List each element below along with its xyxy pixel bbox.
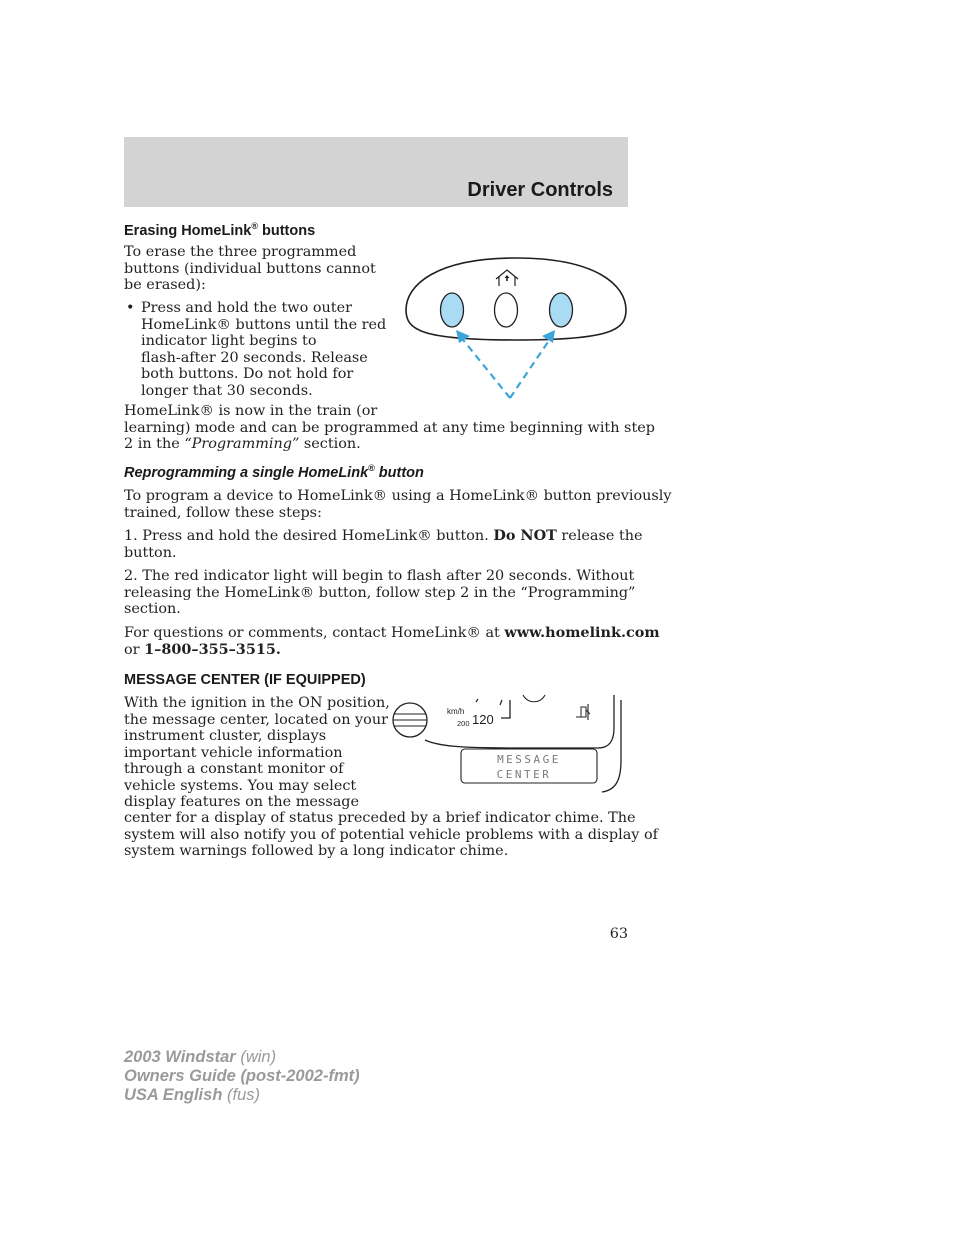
- reprogram-p1-line: To program a device to HomeLink® using a HomeLink® button previously: [124, 488, 672, 504]
- homelink-buttons-illustration: [396, 250, 636, 410]
- reprogram-p3-line: 2. The red indicator light will begin to flash after 20 seconds. Without: [124, 568, 635, 584]
- reprogram-heading-reg: ®: [368, 463, 375, 473]
- reprogram-p4-line2: [124, 642, 660, 659]
- erase-after-line3: [124, 436, 655, 453]
- homelink-button-right: [550, 293, 573, 327]
- erase-bullet: [141, 300, 386, 399]
- homelink-button-left: [441, 293, 464, 327]
- footer: [124, 1048, 360, 1105]
- bullet-marker: •: [126, 300, 135, 316]
- homelink-button-center: [495, 293, 518, 327]
- reprogram-p1-line: trained, follow these steps:: [124, 504, 322, 521]
- speed-200: 200: [457, 719, 470, 728]
- erase-bullet-line: Press and hold the two outer: [141, 300, 352, 316]
- erase-after-line: learning) mode and can be programmed at any time beginning with step: [124, 419, 655, 436]
- header-band: [124, 137, 628, 207]
- erase-intro-line: To erase the three programmed: [124, 244, 357, 260]
- message-wide: [124, 810, 658, 860]
- reprogram-p3: [124, 568, 635, 618]
- speed-unit: km/h: [447, 707, 465, 716]
- erase-bullet-line: HomeLink® buttons until the red: [141, 316, 387, 333]
- reprogram-p4: [124, 625, 660, 658]
- message-line: instrument cluster, displays: [124, 728, 327, 744]
- reprogram-heading-tail: button: [374, 464, 424, 481]
- erase-bullet-line: flash-after 20 seconds. Release: [141, 349, 368, 366]
- message-line: system will also notify you of potential vehicle problems with a display of: [124, 826, 659, 843]
- fuel-gauge-icon: [576, 704, 590, 720]
- footer-model-code: (win): [235, 1048, 277, 1066]
- erase-bullet-line: indicator light begins to: [141, 333, 317, 349]
- reprogram-p2-line2: button.: [124, 544, 177, 561]
- do-not-text: Do NOT: [493, 527, 557, 544]
- reprogram-p4-line1: [124, 625, 660, 642]
- display-line1: MESSAGE: [497, 753, 561, 766]
- reprogram-p2-line1: [124, 528, 643, 545]
- reprogram-p2-pre: 1. Press and hold the desired HomeLink® button.: [124, 528, 494, 544]
- erase-after-pre: 2 in the: [124, 436, 185, 452]
- erase-after-post: section.: [299, 436, 361, 452]
- message-center-heading: MESSAGE CENTER (IF EQUIPPED): [124, 672, 366, 688]
- erase-intro: [124, 244, 376, 294]
- reprogram-heading-text: Reprogramming a single HomeLink: [124, 464, 369, 481]
- message-line: display features on the message: [124, 794, 360, 810]
- reprogram-p4-or: or: [124, 641, 145, 658]
- footer-model: 2003 Windstar: [124, 1048, 236, 1066]
- erase-heading: [124, 221, 315, 239]
- erase-intro-line: be erased):: [124, 277, 206, 293]
- homelink-phone: 1–800–355–3515.: [144, 640, 281, 658]
- erase-intro-line: buttons (individual buttons cannot: [124, 260, 376, 277]
- erase-heading-tail: buttons: [257, 222, 316, 239]
- message-line: system warnings followed by a long indicator chime.: [124, 843, 509, 859]
- erase-heading-reg: ®: [251, 221, 258, 231]
- reprogram-heading: [124, 463, 424, 481]
- message-line: through a constant monitor of: [124, 761, 344, 777]
- reprogram-p2: [124, 528, 643, 561]
- programming-ref: “Programming”: [184, 436, 300, 452]
- message-line: important vehicle information: [124, 744, 343, 761]
- erase-heading-text: Erasing HomeLink: [124, 222, 252, 239]
- reprogram-p3-line: section.: [124, 601, 181, 617]
- erase-after-line: HomeLink® is now in the train (or: [124, 403, 378, 419]
- footer-line1: [124, 1048, 360, 1067]
- erase-bullet-line: both buttons. Do not hold for: [141, 366, 354, 382]
- message-line: vehicle systems. You may select: [124, 777, 357, 794]
- message-line: center for a display of status preceded by a brief indicator chime. The: [124, 810, 636, 826]
- erase-bullet-line: longer that 30 seconds.: [141, 382, 313, 399]
- erase-after: [124, 403, 655, 453]
- instrument-cluster-illustration: [388, 690, 628, 810]
- footer-language: USA English: [124, 1086, 223, 1104]
- display-line2: CENTER: [496, 768, 552, 781]
- reprogram-p4-pre: For questions or comments, contact HomeLink® at: [124, 625, 505, 641]
- footer-line3: [124, 1086, 360, 1105]
- page-title: Driver Controls: [467, 179, 613, 201]
- speed-120: 120: [472, 712, 494, 727]
- reprogram-p1: [124, 488, 672, 521]
- message-line: the message center, located on your: [124, 711, 388, 728]
- homelink-url: www.homelink.com: [504, 624, 660, 641]
- reprogram-p3-line: releasing the HomeLink® button, follow step 2 in the “Programming”: [124, 584, 636, 601]
- footer-language-code: (fus): [222, 1086, 260, 1104]
- reprogram-p2-post: release the: [556, 528, 643, 544]
- message-line: With the ignition in the ON position,: [124, 695, 390, 711]
- message-narrow: [124, 695, 390, 811]
- page-number: 63: [609, 926, 628, 942]
- footer-line2: Owners Guide (post-2002-fmt): [124, 1067, 360, 1085]
